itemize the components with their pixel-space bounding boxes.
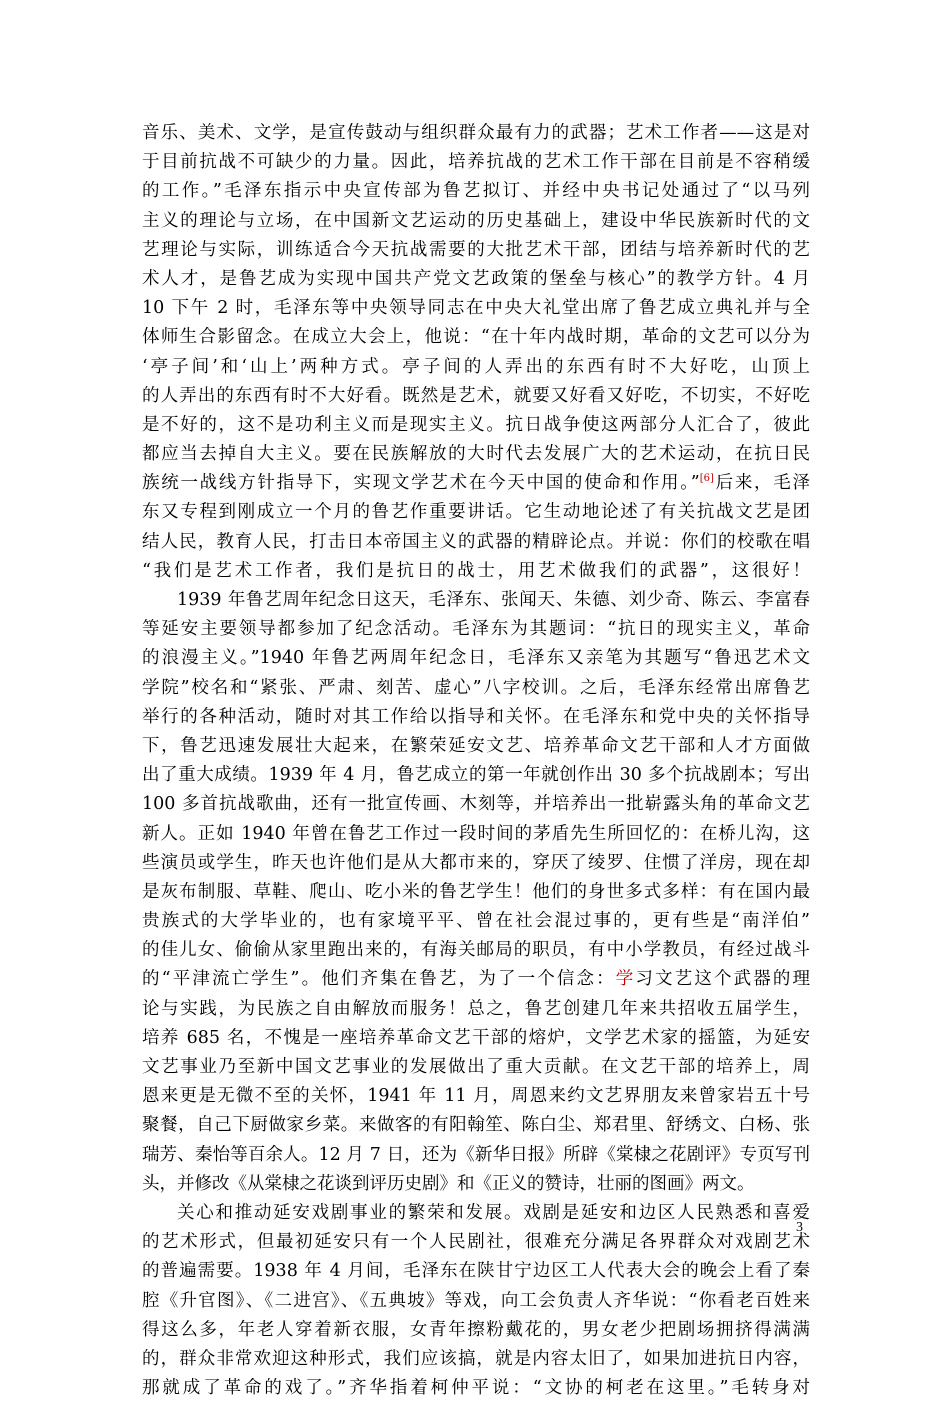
text-line	[142, 1345, 810, 1374]
text-line-content: 东又专程到刚成立一个月的鲁艺作重要讲话。它生动地论述了有关抗战文艺是团	[142, 502, 810, 523]
text-line-content: 的“平津流亡学生”。他们齐集在鲁艺，为了一个信念：	[142, 969, 616, 990]
text-line	[142, 1024, 810, 1053]
text-line	[142, 207, 810, 236]
text-line	[142, 294, 810, 323]
text-line	[142, 411, 810, 440]
text-line-content: 艺理论与实际，训练适合今天抗战需要的大批艺术干部，团结与培养新时代的艺	[142, 239, 810, 260]
text-line-content: 瑞芳、秦怡等百余人。12 月 7 日，还为《新华日报》所辟《棠棣之花剧评》专页写刊	[142, 1144, 810, 1165]
text-line-content: 学院”校名和“紧张、严肃、刻苦、虚心”八字校训。之后，毛泽东经常出席鲁艺	[142, 677, 810, 698]
text-line-content: 1939 年鲁艺周年纪念日这天，毛泽东、张闻天、朱德、刘少奇、陈云、李富春	[177, 590, 810, 610]
text-line	[142, 790, 810, 819]
text-line-content: 恩来更是无微不至的关怀，1941 年 11 月，周恩来约文艺界朋友来曾家岩五十号	[142, 1086, 810, 1107]
text-line-content: 100 多首抗战歌曲，还有一批宣传画、木刻等，并培养出一批崭露头角的革命文艺	[142, 794, 810, 815]
text-line-content: 是灰布制服、草鞋、爬山、吃小米的鲁艺学生！他们的身世多式多样：有在国内最	[142, 881, 810, 902]
text-line-content: 族统一战线方针指导下，实现文学艺术在今天中国的使命和作用。”	[142, 473, 700, 494]
text-line-content: “我们是艺术工作者，我们是抗日的战士，用艺术做我们的武器”，这很好！	[142, 560, 810, 581]
text-line	[142, 965, 810, 994]
text-line-content: 术人才，是鲁艺成为实现中国共产党文艺政策的堡垒与核心”的教学方针。4 月	[142, 268, 810, 289]
text-line	[142, 528, 810, 557]
text-line-content: 举行的各种活动，随时对其工作给以指导和关怀。在毛泽东和党中央的关怀指导	[142, 706, 810, 727]
text-line	[142, 1199, 810, 1228]
text-line-content: 主义的理论与立场，在中国新文艺运动的历史基础上，建设中华民族新时代的文	[142, 210, 810, 231]
text-line-content: 文艺事业乃至新中国文艺事业的发展做出了重大贡献。在文艺干部的培养上，周	[142, 1057, 810, 1077]
text-line	[142, 1257, 810, 1286]
text-line	[142, 1170, 810, 1199]
text-line-content: 的佳儿女、偷偷从家里跑出来的，有海关邮局的职员，有中小学教员，有经过战斗	[142, 940, 810, 961]
text-line-content: 下，鲁艺迅速发展壮大起来，在繁荣延安文艺、培养革命文艺干部和人才方面做	[142, 735, 810, 756]
footnote-reference[interactable]: [6]	[699, 473, 714, 485]
text-line-content: 结人民，教育人民，打击日本帝国主义的武器的精辟论点。并说：你们的校歌在唱	[142, 531, 810, 552]
text-line	[142, 236, 810, 265]
highlighted-character: 学	[615, 969, 636, 990]
text-line-content: 的，群众非常欢迎这种形式，我们应该搞，就是内容太旧了，如果加进抗日内容，	[142, 1348, 810, 1369]
text-line-content: 等延安主要领导都参加了纪念活动。毛泽东为其题词：“抗日的现实主义，革命	[142, 619, 810, 640]
text-line	[142, 907, 810, 936]
text-line-content: 体师生合影留念。在成立大会上，他说：“在十年内战时期，革命的文艺可以分为	[142, 327, 810, 348]
text-line	[142, 761, 810, 790]
text-line-content: 的浪漫主义。”1940 年鲁艺两周年纪念日，毛泽东又亲笔为其题写“鲁迅艺术文	[142, 648, 810, 669]
text-line-content: 出了重大成绩。1939 年 4 月，鲁艺成立的第一年就创作出 30 多个抗战剧本；写出	[142, 765, 810, 786]
text-line	[142, 1053, 810, 1082]
text-line-content: 于目前抗战不可缺少的力量。因此，培养抗战的艺术工作干部在目前是不容稍缓	[142, 152, 810, 173]
text-line	[142, 177, 810, 206]
text-line-content: 些演员或学生，昨天也许他们是从大都市来的，穿厌了绫罗、住惯了洋房，现在却	[142, 852, 810, 873]
text-line-content: 论与实践，为民族之自由解放而服务！总之，鲁艺创建几年来共招收五届学生，	[142, 998, 810, 1019]
text-line	[142, 615, 810, 644]
text-line	[142, 1141, 810, 1170]
body-text	[142, 119, 810, 1403]
text-line	[142, 265, 810, 294]
text-line	[142, 936, 810, 965]
text-line-content: 的人弄出的东西有时不大好看。既然是艺术，就要又好看又好吃，不切实，不好吃	[142, 385, 810, 406]
text-line	[142, 995, 810, 1024]
text-line	[142, 878, 810, 907]
text-line-content: 那就成了革命的戏了。”齐华指着柯仲平说：“文协的柯老在这里。”毛转身对	[142, 1378, 810, 1399]
text-line-content: 音乐、美术、文学，是宣传鼓动与组织群众最有力的武器；艺术工作者——这是对	[142, 123, 810, 143]
text-line	[142, 440, 810, 469]
text-line-content: 习文艺这个武器的理	[635, 969, 810, 990]
text-line	[142, 586, 810, 615]
text-line	[142, 849, 810, 878]
text-line	[142, 148, 810, 177]
text-line	[142, 382, 810, 411]
text-line	[142, 469, 810, 498]
text-line	[142, 557, 810, 586]
text-line-content: 贵族式的大学毕业的，也有家境平平、曾在社会混过事的，更有些是“南洋伯”	[142, 911, 810, 932]
text-line	[142, 732, 810, 761]
text-line-content: 是不好的，这不是功利主义而是现实主义。抗日战争使这两部分人汇合了，彼此	[142, 414, 810, 435]
text-line	[142, 1316, 810, 1345]
text-line-content: 的艺术形式，但最初延安只有一个人民剧社，很难充分满足各界群众对戏剧艺术	[142, 1232, 810, 1253]
page-number: 3	[796, 1220, 803, 1235]
text-line-content: ‘亭子间’和‘山上’两种方式。亭子间的人弄出的东西有时不大好吃，山顶上	[142, 356, 810, 377]
text-line-content: 新人。正如 1940 年曾在鲁艺工作过一段时间的茅盾先生所回忆的：在桥儿沟，这	[142, 823, 810, 844]
text-line	[142, 1082, 810, 1111]
text-line-content: 培养 685 名，不愧是一座培养革命文艺干部的熔炉，文学艺术家的摇篮，为延安	[142, 1027, 810, 1048]
text-line	[142, 674, 810, 703]
text-line	[142, 119, 810, 148]
text-line	[142, 644, 810, 673]
text-line	[142, 820, 810, 849]
text-line-content: 都应当去掉自大主义。要在民族解放的大时代去发展广大的艺术运动，在抗日民	[142, 444, 810, 465]
text-line-content: 关心和推动延安戏剧事业的繁荣和发展。戏剧是延安和边区人民熟悉和喜爱	[177, 1202, 810, 1223]
text-line-content: 的普遍需要。1938 年 4 月间，毛泽东在陕甘宁边区工人代表大会的晚会上看了秦	[142, 1261, 810, 1282]
text-line-content: 腔《升官图》、《二进宫》、《五典坡》等戏，向工会负责人齐华说：“你看老百姓来	[142, 1290, 810, 1311]
text-line	[142, 1228, 810, 1257]
text-line-content: 聚餐，自己下厨做家乡菜。来做客的有阳翰笙、陈白尘、郑君里、舒绣文、白杨、张	[142, 1115, 810, 1136]
text-line-content: 的工作。”毛泽东指示中央宣传部为鲁艺拟订、并经中央书记处通过了“以马列	[142, 181, 810, 202]
text-line	[142, 353, 810, 382]
text-line	[142, 703, 810, 732]
text-line-content: 得这么多，年老人穿着新衣服，女青年擦粉戴花的，男女老少把剧场拥挤得满满	[142, 1319, 810, 1340]
text-line	[142, 498, 810, 527]
text-line-content: 头，并修改《从棠棣之花谈到评历史剧》和《正义的赞诗，壮丽的图画》两文。	[142, 1173, 755, 1194]
text-line	[142, 323, 810, 352]
text-line	[142, 1111, 810, 1140]
text-line	[142, 1374, 810, 1403]
text-line-content: 10 下午 2 时，毛泽东等中央领导同志在中央大礼堂出席了鲁艺成立典礼并与全	[142, 298, 810, 319]
text-line-content: 后来，毛泽	[713, 473, 810, 494]
text-line	[142, 1287, 810, 1316]
